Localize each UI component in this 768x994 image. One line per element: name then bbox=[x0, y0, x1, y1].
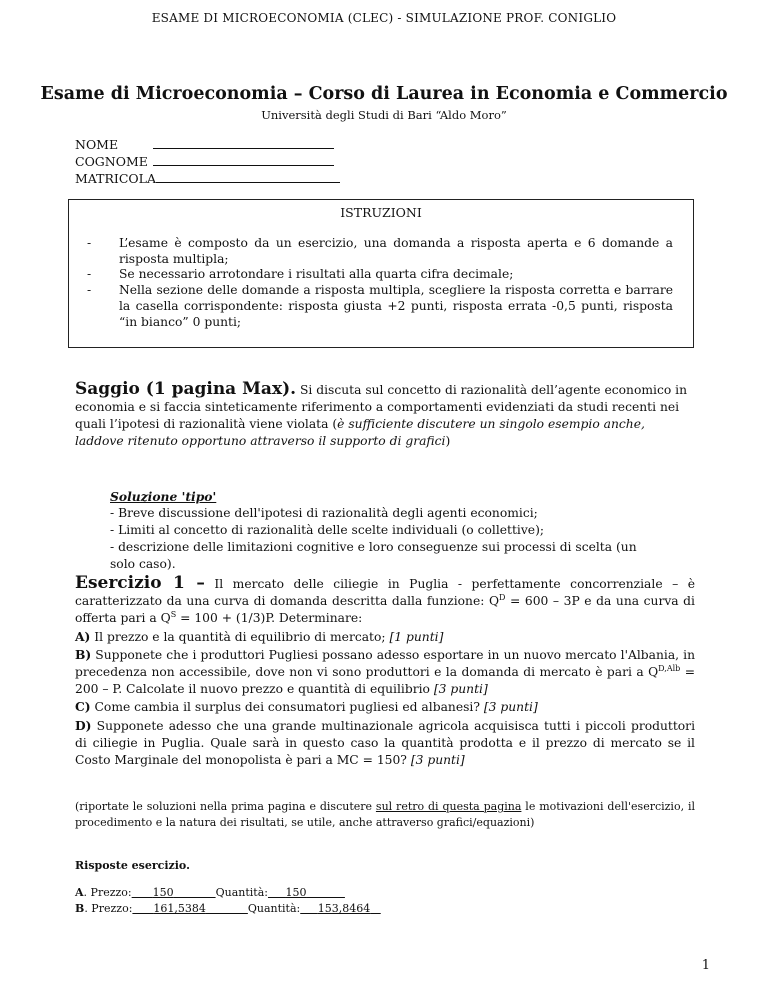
question-c-label: C) bbox=[75, 699, 91, 715]
question-d-label: D) bbox=[75, 717, 92, 733]
answer-quantita-label: Quantità: bbox=[247, 902, 301, 915]
answers-block bbox=[75, 885, 381, 917]
answer-b-quantita-value: 153,8464 bbox=[317, 902, 371, 915]
cognome-row bbox=[75, 153, 340, 170]
answer-a-prezzo[interactable] bbox=[132, 886, 216, 899]
instruction-item: - Nella sezione delle domande a risposta multipla, scegliere la risposta corretta e barrare la casella corrispondente: risposta giusta +2 punti, risposta errata -0,5 punti, risposta “in bianco” 0 punti; bbox=[119, 283, 673, 330]
matricola-label: MATRICOLA bbox=[75, 171, 156, 186]
question-b-label: B) bbox=[75, 646, 92, 662]
question-c-points: [3 punti] bbox=[483, 700, 538, 715]
question-a-text: Il prezzo e la quantità di equilibrio di mercato; bbox=[90, 629, 390, 644]
nome-label: NOME bbox=[75, 137, 119, 152]
answer-b-prezzo-value: 161,5384 bbox=[153, 902, 206, 915]
instructions-title: ISTRUZIONI bbox=[340, 205, 422, 220]
question-c-text: Come cambia il surplus dei consumatori pugliesi ed albanesi? bbox=[90, 700, 484, 715]
answer-prezzo-label: . Prezzo: bbox=[84, 902, 133, 915]
answer-quantita-label: Quantità: bbox=[215, 886, 268, 899]
soluzione-line: - Limiti al concetto di razionalità delle scelte individuali (o collettive); bbox=[110, 523, 545, 537]
soluzione-tipo bbox=[110, 488, 650, 573]
cognome-line[interactable] bbox=[153, 153, 334, 166]
saggio-heading: Saggio (1 pagina Max). bbox=[75, 379, 297, 399]
soluzione-line: - Breve discussione dell'ipotesi di razionalità degli agenti economici; bbox=[110, 506, 538, 520]
answer-a-label: A bbox=[75, 886, 84, 899]
question-a-label: A) bbox=[75, 628, 91, 644]
instructions-box bbox=[68, 199, 694, 348]
question-d bbox=[75, 717, 695, 770]
answers-title: Risposte esercizio. bbox=[75, 859, 190, 872]
demand-superscript: D bbox=[499, 593, 506, 603]
question-a bbox=[75, 628, 695, 646]
question-c bbox=[75, 698, 695, 716]
question-b-text: = 200 – P. Calcolate il nuovo prezzo e quantità di equilibrio bbox=[75, 665, 696, 697]
supply-superscript: S bbox=[170, 610, 177, 620]
albania-demand-superscript: D,Alb bbox=[658, 663, 681, 673]
esercizio-intro-text: Il mercato delle ciliegie in Puglia - perfettamente concorrenziale – è caratterizzato da una curva di domanda descritta dalla funzione: Q bbox=[75, 577, 695, 609]
saggio-text: Si discuta sul concetto di razionalità dell’agente economico in economia e si faccia sinteticamente riferimento a comportamenti evidenziati da studi recenti nei quali l’ipotesi di razionalità viene violata ( bbox=[75, 383, 687, 431]
saggio-section bbox=[75, 381, 695, 450]
instructions-note bbox=[75, 799, 695, 831]
note-text: (riportate le soluzioni nella prima pagina e discutere bbox=[75, 800, 376, 813]
answer-prezzo-label: . Prezzo: bbox=[83, 886, 132, 899]
page-number: 1 bbox=[701, 958, 710, 973]
soluzione-line: - descrizione delle limitazioni cognitive e loro conseguenze sui processi di scelta (un solo caso). bbox=[110, 540, 637, 571]
matricola-line[interactable] bbox=[156, 170, 340, 183]
esercizio-section bbox=[75, 575, 695, 769]
page-title: Esame di Microeconomia – Corso di Laurea in Economia e Commercio bbox=[40, 84, 728, 104]
esercizio-intro-text: = 100 + (1/3)P. Determinare: bbox=[176, 611, 363, 626]
instructions-list bbox=[119, 236, 673, 330]
question-d-text: Supponete adesso che una grande multinazionale agricola acquisisca tutti i piccoli produttori di ciliegie in Puglia. Quale sarà in questo caso la quantità prodotta e il prezzo di mercato se il Costo Marginale del monopolista è pari a MC = 150? bbox=[75, 718, 695, 768]
running-header: ESAME DI MICROECONOMIA (CLEC) - SIMULAZIONE PROF. CONIGLIO bbox=[151, 11, 617, 25]
answer-row-b bbox=[75, 901, 381, 917]
answer-row-a bbox=[75, 885, 381, 901]
question-b-points: [3 punti] bbox=[433, 682, 488, 697]
matricola-row bbox=[75, 170, 340, 187]
note-underlined: sul retro di questa pagina bbox=[375, 800, 522, 813]
answer-b-label: B bbox=[75, 902, 85, 915]
note-text: le motivazioni dell'esercizio, il procedimento e la natura dei risultati, se utile, anche attraverso grafici/equazioni) bbox=[75, 800, 695, 829]
university-subtitle: Università degli Studi di Bari “Aldo Moro” bbox=[261, 108, 507, 122]
esercizio-intro-text: = 600 – 3P e da una curva di offerta pari a Q bbox=[75, 594, 695, 626]
answer-a-prezzo-value: 150 bbox=[152, 886, 174, 899]
student-fields bbox=[75, 136, 340, 187]
instruction-item: - L’esame è composto da un esercizio, una domanda a risposta aperta e 6 domande a risposta multipla; bbox=[119, 236, 673, 267]
nome-row bbox=[75, 136, 340, 153]
question-d-points: [3 punti] bbox=[410, 753, 465, 768]
answer-b-quantita[interactable] bbox=[300, 902, 380, 915]
soluzione-title: Soluzione 'tipo' bbox=[110, 489, 217, 504]
esercizio-heading: Esercizio 1 – bbox=[75, 573, 205, 593]
question-b bbox=[75, 646, 695, 699]
nome-line[interactable] bbox=[153, 136, 334, 149]
saggio-italic: è sufficiente discutere un singolo esempio anche, laddove ritenuto opportuno attraverso il supporto di grafici bbox=[75, 417, 645, 448]
saggio-end: ) bbox=[445, 434, 451, 448]
question-b-text: Supponete che i produttori Pugliesi possano adesso esportare in un nuovo mercato l'Albania, in precedenza non accessibile, dove non vi sono produttori e la domanda di mercato è pari a Q bbox=[75, 647, 695, 680]
answer-a-quantita[interactable] bbox=[268, 886, 345, 899]
question-a-points: [1 punti] bbox=[389, 629, 444, 644]
esercizio-intro bbox=[75, 575, 695, 628]
instruction-item: - Se necessario arrotondare i risultati alla quarta cifra decimale; bbox=[119, 267, 673, 283]
cognome-label: COGNOME bbox=[75, 154, 148, 169]
answer-b-prezzo[interactable] bbox=[132, 902, 247, 915]
answer-a-quantita-value: 150 bbox=[285, 886, 307, 899]
